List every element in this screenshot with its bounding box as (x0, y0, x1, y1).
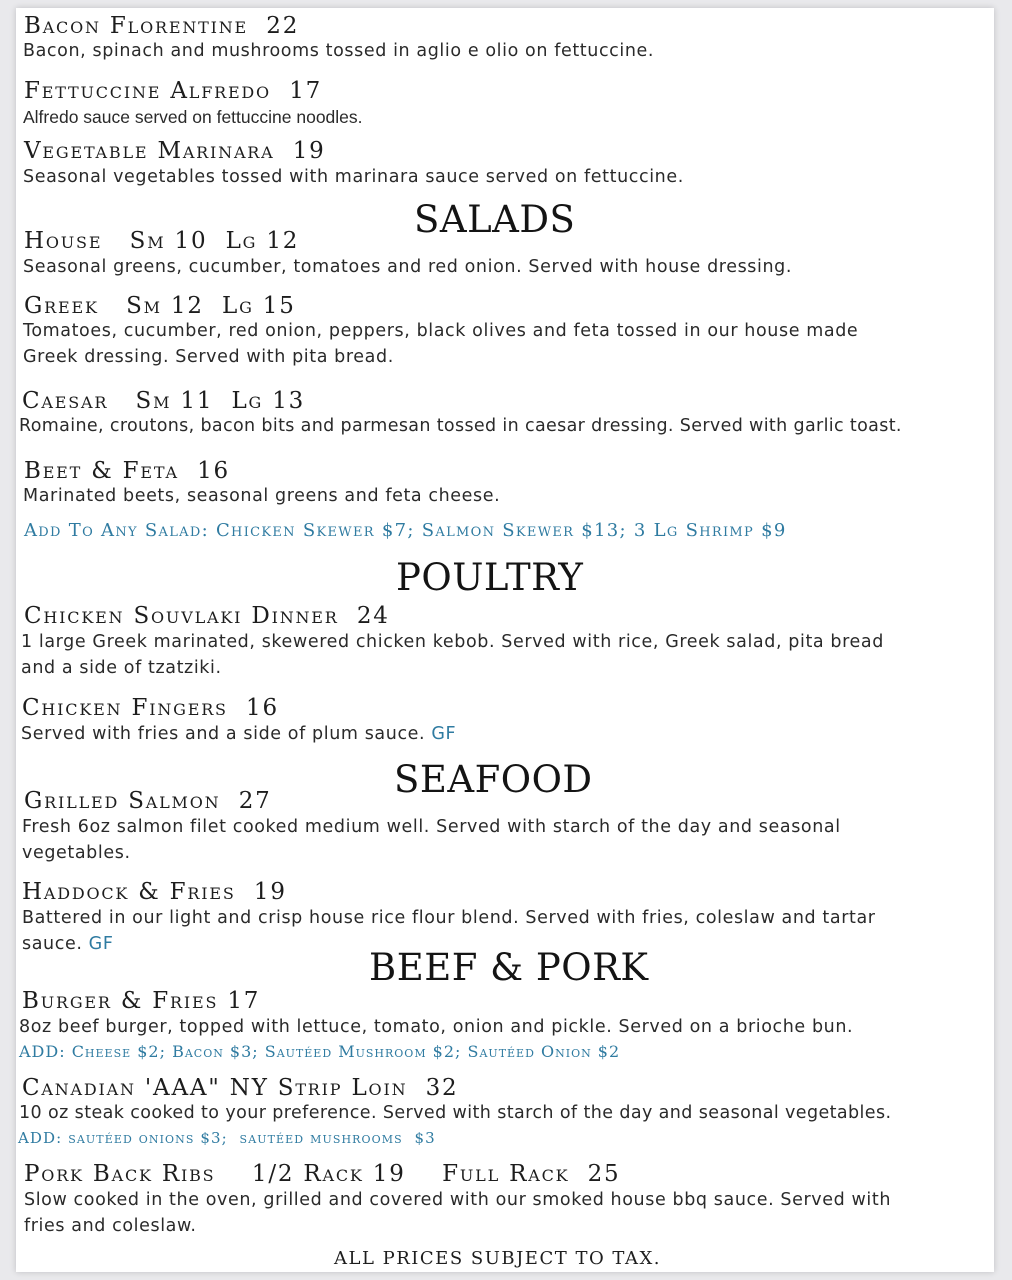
item-name: Chicken Souvlaki Dinner (24, 603, 339, 629)
salad-addon-options: Add To Any Salad: Chicken Skewer $7; Salmon Skewer $13; 3 Lg Shrimp $9 (24, 520, 787, 541)
burger-addon-options: ADD: Cheese $2; Bacon $3; Sautéed Mushroom $2; Sautéed Onion $2 (19, 1042, 621, 1061)
item-name: Bacon Florentine (24, 13, 249, 39)
menu-item-haddock-fries (22, 879, 287, 905)
item-description-line-1: 1 large Greek marinated, skewered chicken kebob. Served with rice, Greek salad, pita bread (21, 632, 884, 652)
menu-item-house (24, 228, 299, 254)
item-price: 17 (227, 988, 261, 1014)
item-price: 1/2 Rack 19 Full Rack 25 (251, 1161, 621, 1187)
item-description-line-2: vegetables. (22, 843, 131, 863)
item-name: Greek (24, 293, 99, 319)
item-price: 32 (425, 1075, 459, 1101)
item-name: Vegetable Marinara (24, 138, 275, 164)
item-description-line-1: Tomatoes, cucumber, red onion, peppers, black olives and feta tossed in our house made (23, 321, 859, 341)
item-price: 24 (356, 603, 390, 629)
item-description-line-1: Slow cooked in the oven, grilled and covered with our smoked house bbq sauce. Served with (24, 1190, 892, 1210)
menu-item-chicken-souvlaki-dinner (24, 603, 390, 629)
item-name: Pork Back Ribs (24, 1161, 216, 1187)
item-description: Bacon, spinach and mushrooms tossed in aglio e olio on fettuccine. (23, 41, 655, 61)
menu-item-vegetable-marinara (24, 138, 326, 164)
menu-item-fettuccine-alfredo (24, 78, 322, 104)
item-description-line-2: and a side of tzatziki. (21, 658, 222, 678)
section-heading-salads: SALADS (414, 198, 576, 241)
section-heading-poultry: POULTRY (396, 556, 584, 599)
menu-item-greek (24, 293, 296, 319)
section-heading-seafood: SEAFOOD (394, 758, 593, 801)
menu-item-pork-back-ribs (24, 1161, 620, 1187)
section-heading-beef-pork: BEEF & PORK (369, 946, 649, 989)
item-description-line-1: Fresh 6oz salmon filet cooked medium well. Served with starch of the day and seasonal (22, 817, 841, 837)
item-price: 27 (238, 788, 272, 814)
item-name: Caesar (22, 388, 109, 414)
item-price: Sm 10 Lg 12 (129, 228, 300, 254)
item-price: 22 (266, 13, 300, 39)
item-name: Chicken Fingers (22, 695, 228, 721)
item-description: 10 oz steak cooked to your preference. Served with starch of the day and seasonal vegetables. (19, 1103, 892, 1123)
item-description-line-1: Battered in our light and crisp house rice flour blend. Served with fries, coleslaw and tartar (22, 908, 876, 928)
item-name: Grilled Salmon (24, 788, 221, 814)
item-description: Alfredo sauce served on fettuccine noodles. (23, 107, 363, 127)
menu-item-ny-strip-loin (22, 1075, 458, 1101)
item-description-text: Served with fries and a side of plum sauce. (21, 724, 426, 744)
item-price: 16 (197, 458, 230, 484)
menu-item-chicken-fingers (22, 695, 279, 721)
item-name: Beet & Feta (24, 458, 179, 484)
item-name: Burger & Fries (22, 988, 219, 1014)
menu-item-caesar (22, 388, 305, 414)
menu-item-grilled-salmon (24, 788, 272, 814)
item-price: Sm 11 Lg 13 (135, 388, 306, 414)
menu-item-burger-fries (22, 988, 260, 1014)
item-description (21, 724, 456, 744)
menu-item-beet-feta (24, 458, 230, 484)
item-price: 19 (253, 879, 287, 905)
item-price: 16 (246, 695, 279, 721)
item-price: Sm 12 Lg 15 (126, 293, 296, 319)
item-description: Marinated beets, seasonal greens and feta cheese. (23, 486, 501, 506)
item-name: Haddock & Fries (22, 879, 236, 905)
item-price: 19 (292, 138, 326, 164)
item-description-line-2 (22, 934, 113, 954)
item-name: Fettuccine Alfredo (24, 78, 271, 104)
item-name: House (24, 228, 103, 254)
item-description: Seasonal greens, cucumber, tomatoes and red onion. Served with house dressing. (23, 257, 793, 277)
item-description-line-2: Greek dressing. Served with pita bread. (23, 347, 394, 367)
tax-notice: ALL PRICES SUBJECT TO TAX. (334, 1248, 661, 1269)
gluten-free-badge: GF (88, 934, 114, 954)
item-description: 8oz beef burger, topped with lettuce, tomato, onion and pickle. Served on a brioche bun. (19, 1017, 854, 1037)
item-description-line-2: fries and coleslaw. (24, 1216, 197, 1236)
item-price: 17 (289, 78, 323, 104)
menu-page (16, 8, 994, 1272)
menu-item-bacon-florentine (24, 13, 299, 39)
item-description: Seasonal vegetables tossed with marinara sauce served on fettuccine. (23, 167, 684, 187)
item-name: Canadian 'AAA" NY Strip Loin (22, 1075, 408, 1101)
item-description-text: sauce. (22, 934, 83, 954)
steak-addon-options: ADD: sautéed onions $3; sautéed mushrooms $3 (18, 1129, 436, 1147)
item-description: Romaine, croutons, bacon bits and parmesan tossed in caesar dressing. Served with garlic toast. (19, 416, 902, 436)
gluten-free-badge: GF (431, 724, 457, 744)
